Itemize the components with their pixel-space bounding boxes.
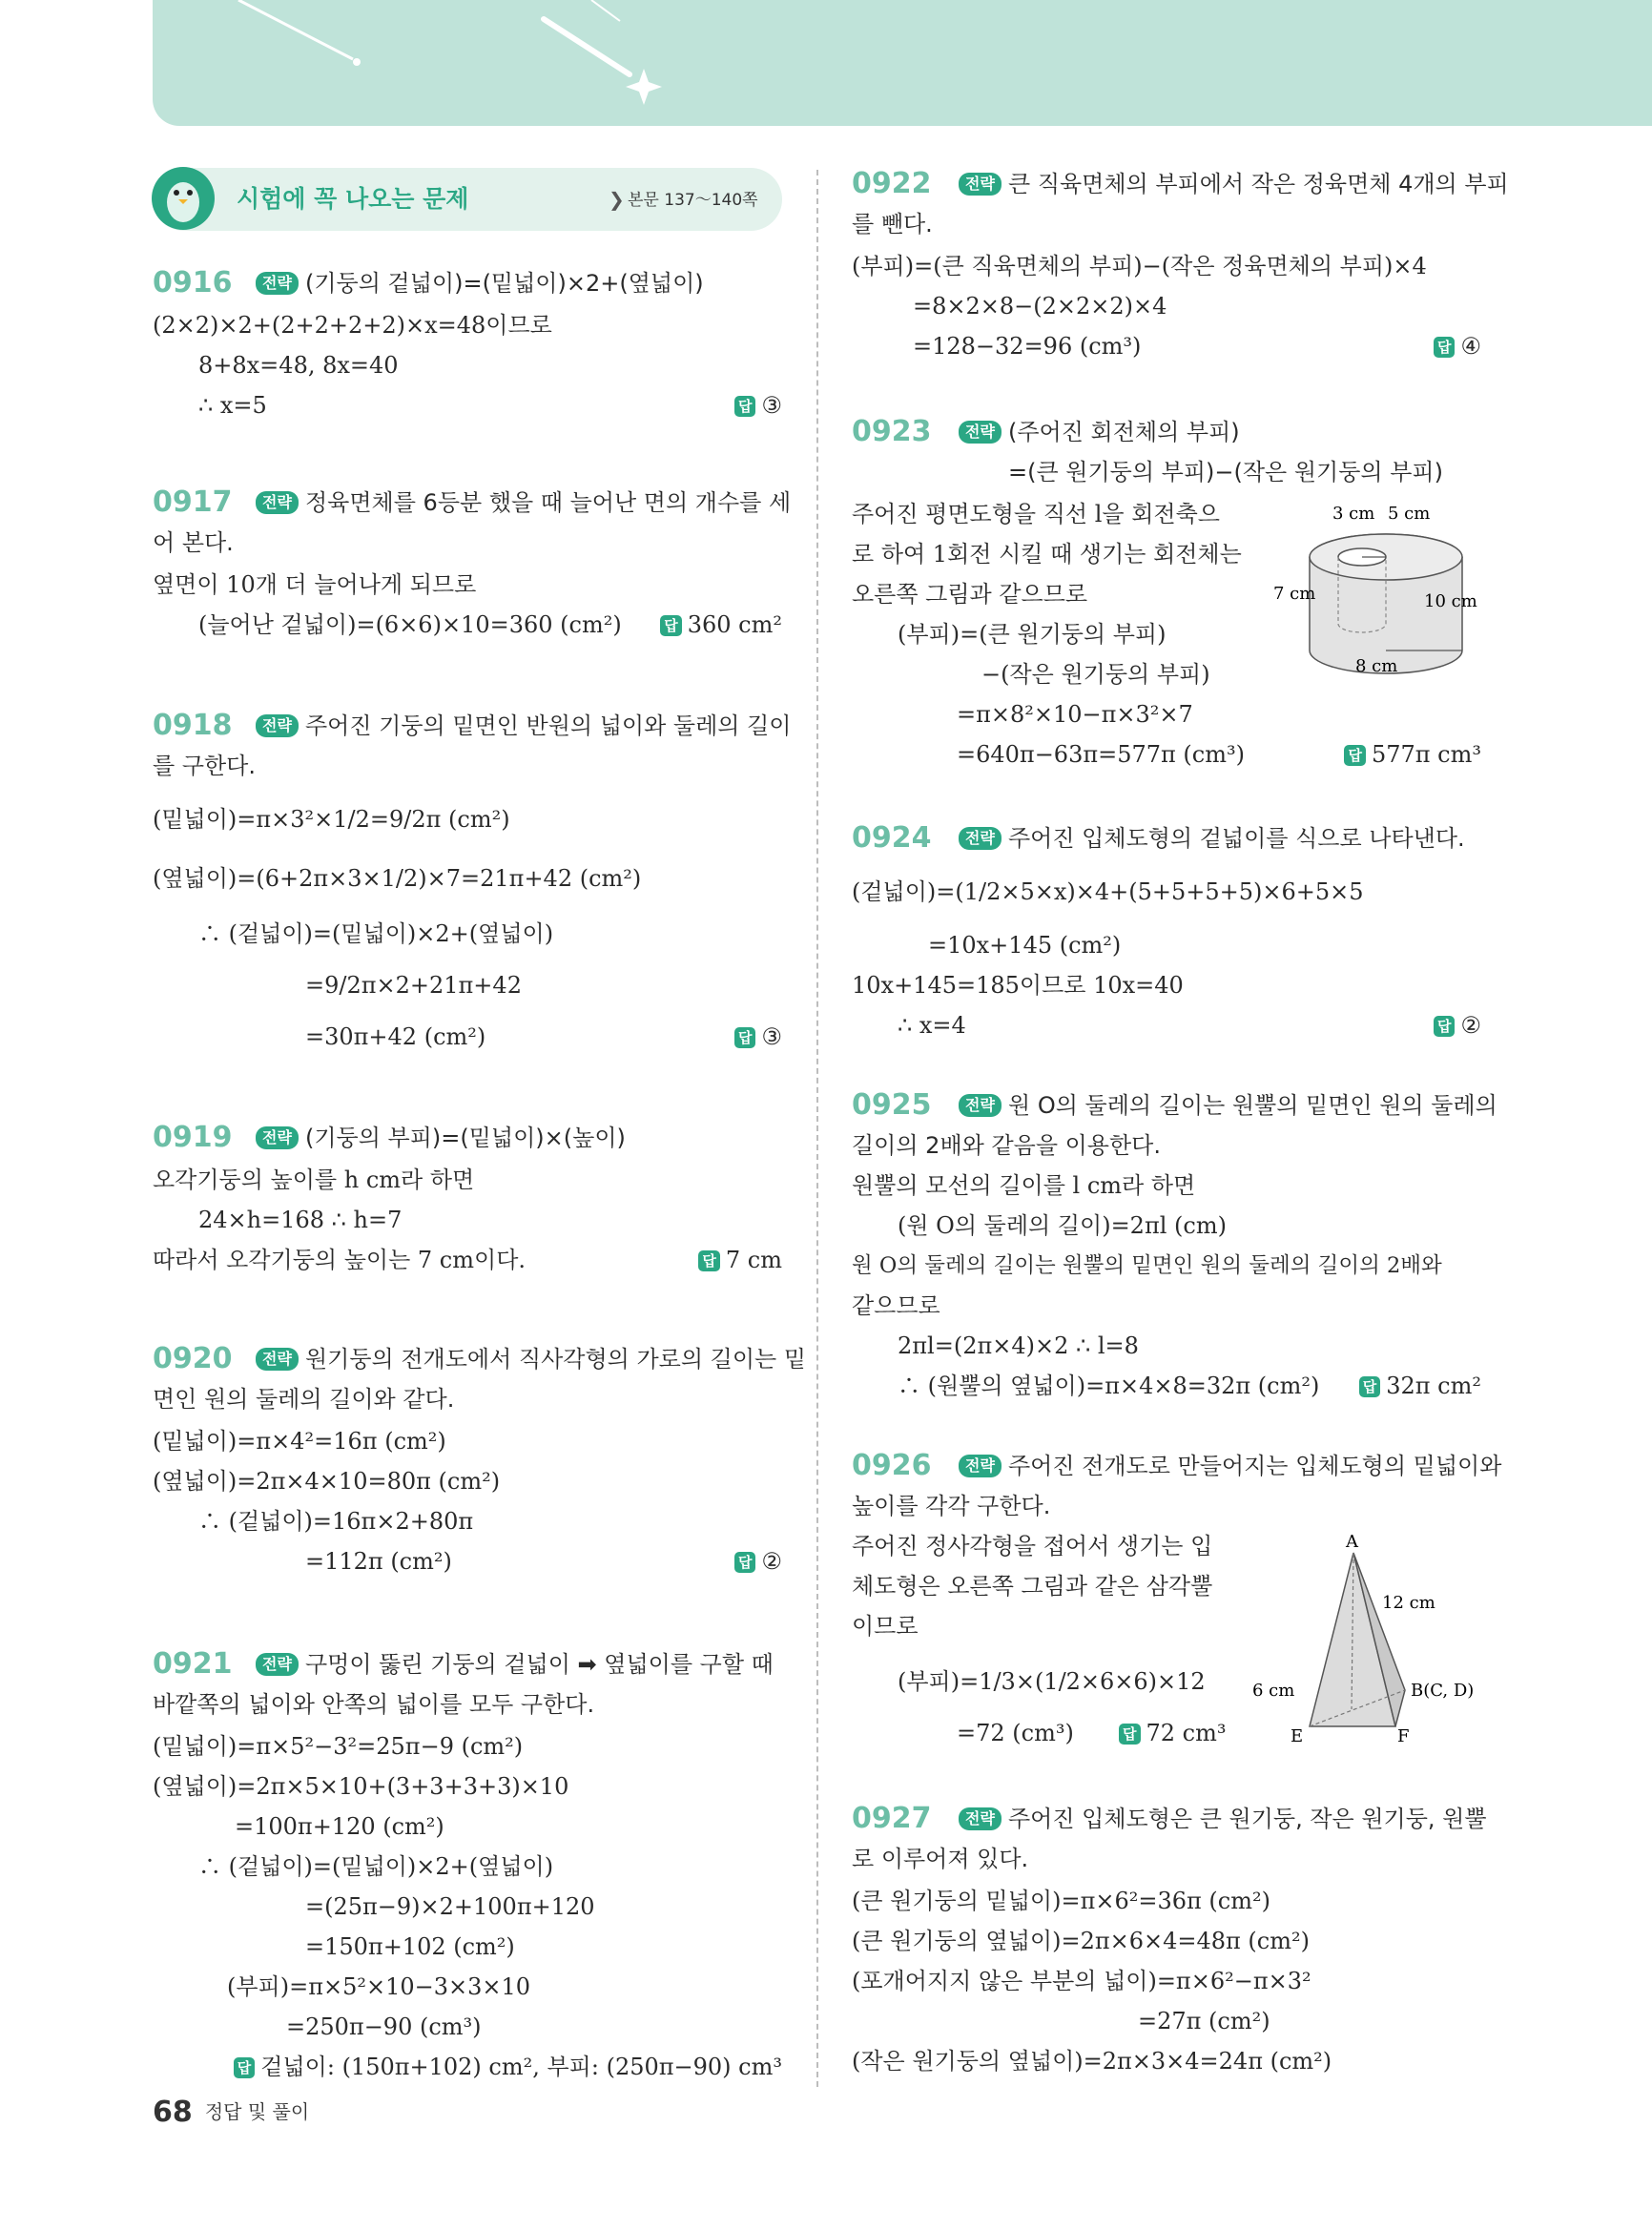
- solution-line: =640π−63π=577π (cm³): [957, 741, 1245, 768]
- solution-line: (밑넓이)=π×5²−3²=25π−9 (cm²): [153, 1733, 524, 1760]
- solution-line: =π×8²×10−π×3²×7: [957, 701, 1193, 728]
- answer-value: ③: [761, 392, 782, 419]
- solution-line: =128−32=96 (cm³): [913, 333, 1142, 360]
- problem-number: 0916: [153, 266, 233, 299]
- answer-badge: 답: [734, 1552, 756, 1573]
- solution-line: 같으므로: [852, 1292, 940, 1319]
- solution-line: ∴ (겉넓이)=16π×2+80π: [198, 1508, 474, 1535]
- solution-line: (옆넓이)=2π×4×10=80π (cm²): [153, 1468, 501, 1495]
- figure-label-gap: 5 cm: [1388, 504, 1431, 524]
- solution-line: 2πl=(2π×4)×2 ∴ l=8: [898, 1332, 1139, 1359]
- solution-line: 로 하여 1회전 시킬 때 생기는 회전체는: [852, 541, 1242, 568]
- section-header: [153, 168, 782, 231]
- strategy-text: 주어진 입체도형의 겉넓이를 식으로 나타낸다.: [1008, 825, 1465, 852]
- solution-line: 8+8x=48, 8x=40: [198, 352, 399, 379]
- strategy-text: 바깥쪽의 넓이와 안쪽의 넓이를 모두 구한다.: [153, 1691, 595, 1718]
- strategy-badge: 전략: [256, 1653, 299, 1676]
- solution-line: −(작은 원기둥의 부피): [981, 661, 1210, 688]
- solution-line: 주어진 정사각형을 접어서 생기는 입: [852, 1533, 1213, 1559]
- strategy-text: 주어진 전개도로 만들어지는 입체도형의 밑넓이와: [1008, 1453, 1502, 1479]
- strategy-badge: 전략: [959, 1807, 1002, 1830]
- solution-line: (부피)=π×5²×10−3×3×10: [227, 1973, 531, 2000]
- textbook-reference: 본문 137～140쪽: [628, 191, 758, 210]
- strategy-badge: 전략: [959, 173, 1002, 196]
- vertex-label-a: A: [1346, 1532, 1358, 1552]
- vertex-label-f: F: [1397, 1726, 1410, 1746]
- answer: [1434, 1011, 1481, 1040]
- solution-line: =112π (cm²): [305, 1548, 452, 1575]
- strategy-text: 를 구한다.: [153, 753, 256, 779]
- solution-line: =27π (cm²): [1138, 2008, 1270, 2034]
- solution-line: 이므로: [852, 1613, 919, 1640]
- solution-line: (원 O의 둘레의 길이)=2πl (cm): [898, 1212, 1227, 1239]
- strategy-badge: 전략: [256, 272, 299, 295]
- edge-length-label: 12 cm: [1382, 1593, 1435, 1613]
- column-divider: [816, 170, 818, 2087]
- footer-title: 정답 및 풀이: [204, 2100, 310, 2123]
- strategy-text: 원기둥의 전개도에서 직사각형의 가로의 길이는 밑: [305, 1346, 807, 1373]
- answer: [1359, 1372, 1481, 1400]
- strategy-text: 로 이루어져 있다.: [852, 1846, 1029, 1872]
- problem-number: 0927: [852, 1802, 932, 1835]
- solution-line: =72 (cm³): [957, 1720, 1074, 1746]
- solution-line: (옆넓이)=2π×5×10+(3+3+3+3)×10: [153, 1773, 569, 1800]
- solution-line: 오각기둥의 높이를 h cm라 하면: [153, 1167, 475, 1193]
- solution-line: 원뿔의 모선의 길이를 l cm라 하면: [852, 1172, 1196, 1199]
- strategy-badge: 전략: [256, 1126, 299, 1149]
- page-footer: [153, 2096, 309, 2129]
- solution-line: =8×2×8−(2×2×2)×4: [913, 293, 1167, 320]
- figure-label-h-big: 10 cm: [1424, 591, 1477, 611]
- figure-label-r-small: 3 cm: [1332, 504, 1375, 524]
- answer-badge: 답: [234, 2057, 256, 2078]
- solution-line: ∴ (겉넓이)=(밑넓이)×2+(옆넓이): [198, 1853, 554, 1880]
- vertex-label-e: E: [1291, 1726, 1304, 1746]
- strategy-text: 높이를 각각 구한다.: [852, 1493, 1051, 1519]
- solution-line: 24×h=168 ∴ h=7: [198, 1207, 403, 1233]
- solution-line: (부피)=1/3×(1/2×6×6)×12: [898, 1668, 1206, 1695]
- solution-line: 옆면이 10개 더 늘어나게 되므로: [153, 571, 477, 598]
- answer-badge: 답: [1119, 1724, 1141, 1745]
- solution-line: (부피)=(큰 직육면체의 부피)−(작은 정육면체의 부피)×4: [852, 253, 1427, 279]
- answer-value: 겉넓이: (150π+102) cm², 부피: (250π−90) cm³: [260, 2054, 782, 2080]
- answer: [734, 391, 782, 420]
- sparkle-decoration: [210, 0, 782, 126]
- solution-line: =250π−90 (cm³): [286, 2013, 482, 2040]
- strategy-text: 원 O의 둘레의 길이는 원뿔의 밑면인 원의 둘레의: [1008, 1092, 1497, 1119]
- strategy-text: 길이의 2배와 같음을 이용한다.: [852, 1132, 1161, 1159]
- answer-value: 72 cm³: [1146, 1720, 1227, 1746]
- solution-line: =10x+145 (cm²): [928, 932, 1122, 959]
- answer-badge: 답: [660, 615, 682, 636]
- strategy-text: 주어진 기둥의 밑면인 반원의 넓이와 둘레의 길이: [305, 712, 792, 739]
- solution-line: (늘어난 겉넓이)=(6×6)×10=360 (cm²): [198, 611, 622, 638]
- answer-badge: 답: [1359, 1376, 1381, 1397]
- strategy-text: (기둥의 부피)=(밑넓이)×(높이): [305, 1125, 626, 1151]
- answer-value: 577π cm³: [1371, 741, 1481, 768]
- strategy-badge: 전략: [959, 827, 1002, 850]
- answer-value: 32π cm²: [1386, 1373, 1481, 1399]
- strategy-text: 어 본다.: [153, 529, 234, 556]
- strategy-badge: 전략: [959, 421, 1002, 444]
- answer-badge: 답: [1344, 745, 1366, 766]
- problem-number: 0926: [852, 1449, 932, 1482]
- solution-line: (겉넓이)=(1/2×5×x)×4+(5+5+5+5)×6+5×5: [852, 878, 1364, 905]
- solution-line: ∴ x=5: [198, 392, 267, 419]
- strategy-text: (주어진 회전체의 부피): [1008, 419, 1240, 445]
- top-banner: [153, 0, 1652, 126]
- solution-line: (큰 원기둥의 옆넓이)=2π×6×4=48π (cm²): [852, 1928, 1310, 1954]
- answer-badge: 답: [1434, 337, 1456, 358]
- strategy-badge: 전략: [959, 1094, 1002, 1117]
- solution-line: ∴ x=4: [898, 1012, 966, 1039]
- answer-value: ②: [761, 1548, 782, 1575]
- problem-number: 0920: [153, 1342, 233, 1375]
- solution-line: (2×2)×2+(2+2+2+2)×x=48이므로: [153, 312, 552, 339]
- penguin-icon: [149, 164, 217, 233]
- answer-value: ④: [1460, 333, 1481, 360]
- strategy-text: 구멍이 뚫린 기둥의 겉넓이 ➡ 옆넓이를 구할 때: [305, 1651, 774, 1678]
- strategy-badge: 전략: [256, 491, 299, 514]
- solution-line: ∴ (겉넓이)=(밑넓이)×2+(옆넓이): [198, 920, 554, 947]
- strategy-text: 큰 직육면체의 부피에서 작은 정육면체 4개의 부피: [1008, 171, 1509, 197]
- solution-line: (밑넓이)=π×4²=16π (cm²): [153, 1428, 446, 1455]
- solution-line: (포개어지지 않은 부분의 넓이)=π×6²−π×3²: [852, 1968, 1311, 1994]
- solution-line: 따라서 오각기둥의 높이는 7 cm이다.: [153, 1247, 527, 1273]
- triangular-pyramid-figure: [1252, 1530, 1500, 1749]
- solution-line: (부피)=(큰 원기둥의 부피): [898, 621, 1167, 648]
- solution-line: =30π+42 (cm²): [305, 1023, 486, 1050]
- answer-value: 360 cm²: [687, 611, 782, 638]
- solution-line: 체도형은 오른쪽 그림과 같은 삼각뿔: [852, 1573, 1213, 1600]
- solution-line: 원 O의 둘레의 길이는 원뿔의 밑면인 원의 둘레의 길이의 2배와: [852, 1253, 1442, 1278]
- problem-number: 0917: [153, 485, 233, 519]
- answer-badge: 답: [734, 396, 756, 417]
- answer-value: ②: [1460, 1012, 1481, 1039]
- solution-line: (큰 원기둥의 밑넓이)=π×6²=36π (cm²): [852, 1888, 1270, 1914]
- solution-line: (옆넓이)=(6+2π×3×1/2)×7=21π+42 (cm²): [153, 865, 642, 892]
- answer: [734, 1547, 782, 1576]
- answer: [1119, 1719, 1227, 1747]
- figure-label-r-big: 8 cm: [1355, 656, 1398, 676]
- solution-line: =100π+120 (cm²): [235, 1813, 444, 1840]
- strategy-text: (기둥의 겉넓이)=(밑넓이)×2+(옆넓이): [305, 270, 704, 297]
- solution-line: 10x+145=185이므로 10x=40: [852, 972, 1184, 999]
- problem-number: 0922: [852, 167, 932, 200]
- answer: [1434, 332, 1481, 361]
- problem-number: 0923: [852, 415, 932, 448]
- strategy-badge: 전략: [959, 1455, 1002, 1477]
- strategy-text: 면인 원의 둘레의 길이와 같다.: [153, 1386, 455, 1413]
- solution-line: 오른쪽 그림과 같으므로: [852, 581, 1088, 608]
- answer-value: 7 cm: [725, 1247, 782, 1273]
- solution-line: (밑넓이)=π×3²×1/2=9/2π (cm²): [153, 806, 510, 833]
- vertex-label-b: B(C, D): [1411, 1681, 1475, 1701]
- strategy-text: =(큰 원기둥의 부피)−(작은 원기둥의 부피): [1008, 459, 1443, 485]
- solution-line: 주어진 평면도형을 직선 l을 회전축으: [852, 501, 1220, 527]
- hollow-cylinder-figure: [1271, 498, 1500, 679]
- solution-line: (작은 원기둥의 옆넓이)=2π×3×4=24π (cm²): [852, 2048, 1332, 2075]
- problem-number: 0924: [852, 821, 932, 855]
- figure-label-h-small: 7 cm: [1273, 584, 1316, 604]
- answer: [1344, 740, 1481, 769]
- strategy-badge: 전략: [256, 1348, 299, 1371]
- problem-number: 0919: [153, 1121, 233, 1154]
- answer: [698, 1246, 782, 1274]
- strategy-text: 를 뺀다.: [852, 211, 933, 237]
- problem-number: 0925: [852, 1088, 932, 1122]
- section-title: 시험에 꼭 나오는 문제: [237, 185, 469, 213]
- problem-number: 0921: [153, 1647, 233, 1681]
- answer-badge: 답: [698, 1250, 720, 1271]
- answer: [734, 1022, 782, 1051]
- solution-line: =9/2π×2+21π+42: [305, 972, 522, 999]
- answer-badge: 답: [734, 1027, 756, 1048]
- solution-line: ∴ (원뿔의 옆넓이)=π×4×8=32π (cm²): [898, 1373, 1320, 1399]
- chevron-right-icon: ❯: [609, 188, 625, 211]
- solution-line: =150π+102 (cm²): [305, 1933, 515, 1960]
- answer-value: ③: [761, 1023, 782, 1050]
- strategy-badge: 전략: [256, 714, 299, 737]
- side-length-label: 6 cm: [1252, 1681, 1295, 1701]
- page-number: 68: [153, 2096, 193, 2129]
- problem-number: 0918: [153, 709, 233, 742]
- answer-badge: 답: [1434, 1016, 1456, 1037]
- answer: [660, 610, 782, 639]
- strategy-text: 주어진 입체도형은 큰 원기둥, 작은 원기둥, 원뿔: [1008, 1806, 1487, 1832]
- answer: [234, 2053, 782, 2081]
- strategy-text: 정육면체를 6등분 했을 때 늘어난 면의 개수를 세: [305, 489, 792, 516]
- solution-line: =(25π−9)×2+100π+120: [305, 1893, 595, 1920]
